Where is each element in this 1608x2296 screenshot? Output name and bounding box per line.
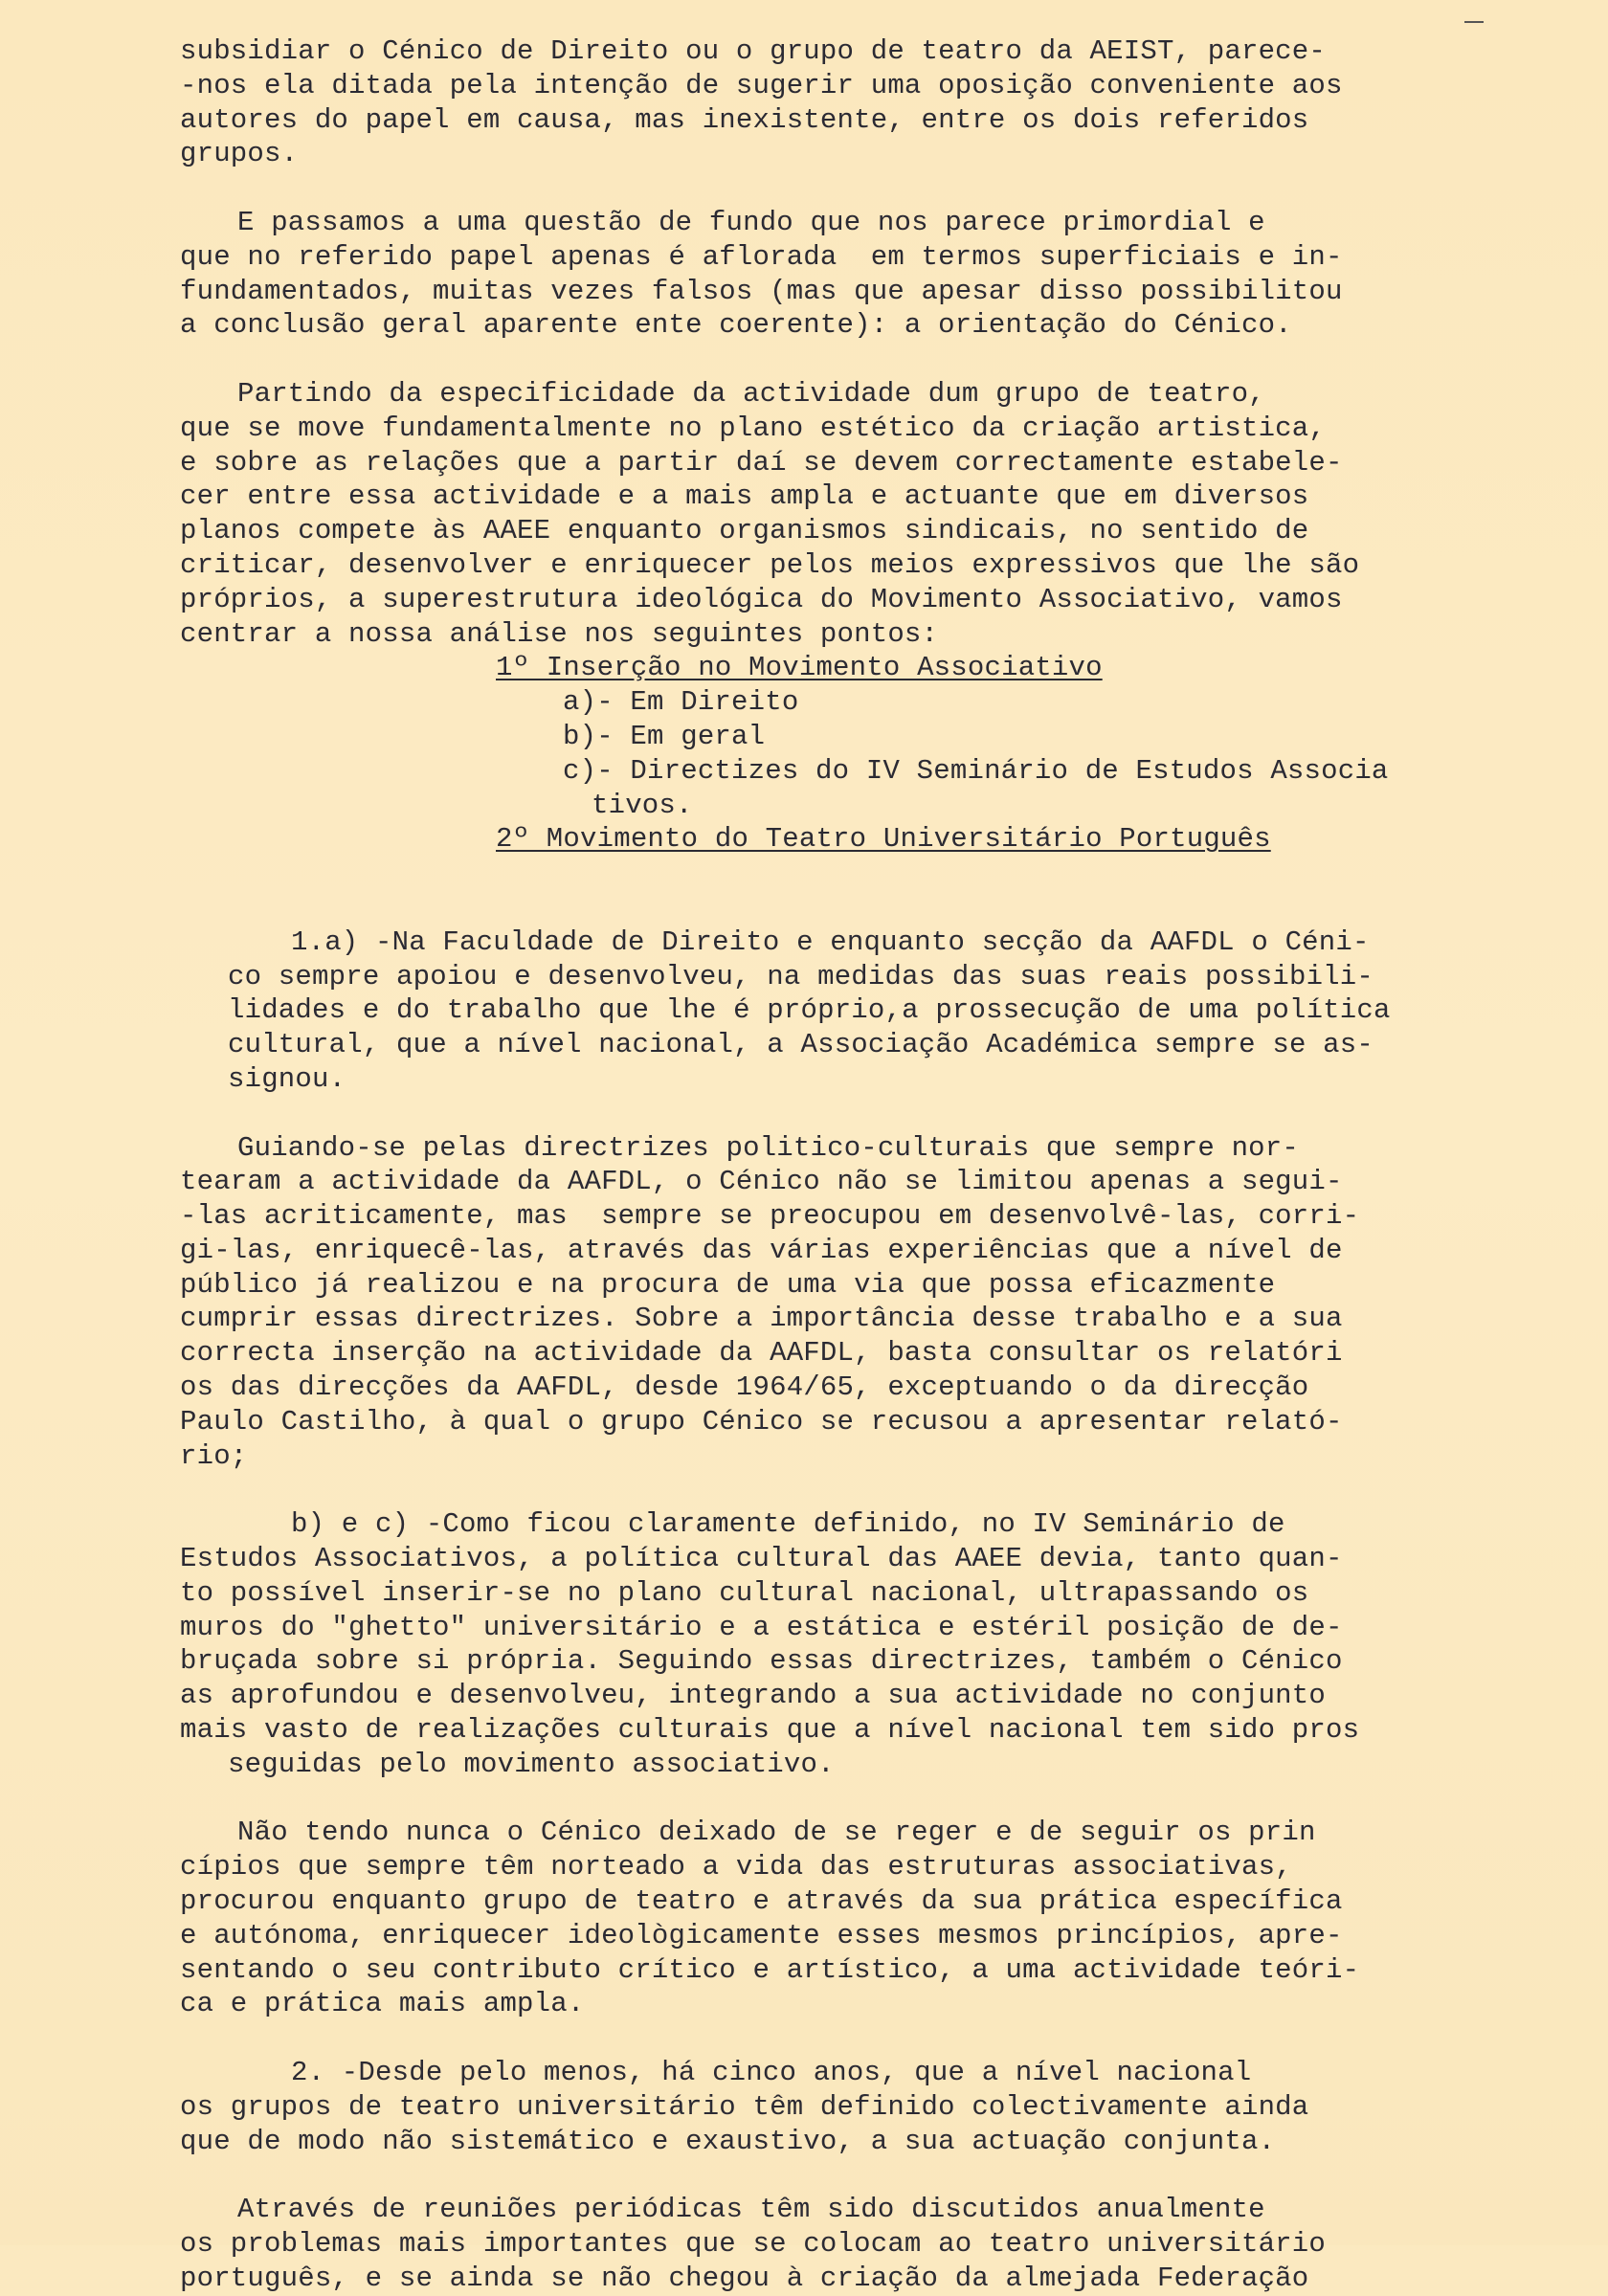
text-line: cer entre essa actividade e a mais ampla e actuante que em diversos	[180, 480, 1309, 513]
text-line: Guiando-se pelas directrizes politico-culturais que sempre nor-	[237, 1131, 1299, 1164]
text-line: 2. -Desde pelo menos, há cinco anos, que a nível nacional	[291, 2057, 1252, 2089]
text-line: gi-las, enriquecê-las, através das várias experiências que a nível de	[180, 1234, 1343, 1266]
text-line: to possível inserir-se no plano cultural nacional, ultrapassando os	[180, 1576, 1309, 1609]
text-line: cípios que sempre têm norteado a vida das estruturas associativas,	[180, 1851, 1292, 1884]
text-line: E passamos a uma questão de fundo que nos parece primordial e	[237, 206, 1265, 238]
text-line: português, e se ainda se não chegou à criação da almejada Federação	[180, 2262, 1309, 2294]
outline-item-c-cont: tivos.	[592, 789, 693, 821]
text-line: os problemas mais importantes que se colocam ao teatro universitário	[180, 2228, 1326, 2260]
text-line: que de modo não sistemático e exaustivo, a sua actuação conjunta.	[180, 2125, 1276, 2157]
text-line: os grupos de teatro universitário têm definido colectivamente ainda	[180, 2090, 1309, 2123]
text-line: as aprofundou e desenvolveu, integrando a sua actividade no conjunto	[180, 1680, 1326, 1712]
text-line: que no referido papel apenas é aflorada em termos superficiais e in-	[180, 240, 1343, 273]
text-line: muros do "ghetto" universitário e a estática e estéril posição de de-	[180, 1611, 1343, 1643]
text-line: -nos ela ditada pela intenção de sugerir uma oposição conveniente aos	[180, 69, 1343, 101]
text-line: Estudos Associativos, a política cultural das AAEE devia, tanto quan-	[180, 1543, 1343, 1575]
text-line: b) e c) -Como ficou claramente definido, no IV Seminário de	[291, 1508, 1285, 1541]
text-line: procurou enquanto grupo de teatro e através da sua prática específica	[180, 1885, 1343, 1918]
text-line: a conclusão geral aparente ente coerente): a orientação do Cénico.	[180, 309, 1292, 342]
text-line: co sempre apoiou e desenvolveu, na medidas das suas reais possibili-	[228, 960, 1374, 992]
outline-item-a: a)- Em Direito	[563, 686, 799, 719]
text-line: Não tendo nunca o Cénico deixado de se reger e de seguir os prin	[237, 1817, 1316, 1849]
text-line: grupos.	[180, 138, 299, 170]
text-line: mais vasto de realizações culturais que a nível nacional tem sido pros	[180, 1714, 1360, 1747]
text-line: e sobre as relações que a partir daí se devem correctamente estabele-	[180, 446, 1343, 479]
text-line: os das direcções da AAFDL, desde 1964/65, exceptuando o da direcção	[180, 1371, 1309, 1404]
outline-item-c: c)- Directizes do IV Seminário de Estudos Associa	[563, 754, 1389, 787]
document-body	[180, 34, 1539, 2296]
text-line: centrar a nossa análise nos seguintes pontos:	[180, 617, 939, 650]
text-line: subsidiar o Cénico de Direito ou o grupo de teatro da AEIST, parece-	[180, 35, 1326, 67]
text-line: ca e prática mais ampla.	[180, 1988, 585, 2020]
text-line: lidades e do trabalho que lhe é próprio,a prossecução de uma política	[228, 994, 1391, 1027]
text-line: que se move fundamentalmente no plano estético da criação artistica,	[180, 412, 1326, 444]
text-line: planos compete às AAEE enquanto organismos sindicais, no sentido de	[180, 515, 1309, 547]
text-line: cumprir essas directrizes. Sobre a importância desse trabalho e a sua	[180, 1303, 1343, 1335]
text-line: Partindo da especificidade da actividade dum grupo de teatro,	[237, 377, 1265, 410]
text-line: 1.a) -Na Faculdade de Direito e enquanto secção da AAFDL o Céni-	[291, 925, 1370, 958]
text-line: público já realizou e na procura de uma via que possa eficazmente	[180, 1268, 1276, 1301]
text-line: Paulo Castilho, à qual o grupo Cénico se recusou a apresentar relató-	[180, 1405, 1343, 1438]
outline-heading-1: 1º Inserção no Movimento Associativo	[496, 652, 1103, 684]
outline-item-b: b)- Em geral	[563, 720, 766, 752]
text-line: fundamentados, muitas vezes falsos (mas que apesar disso possibilitou	[180, 275, 1343, 307]
text-line: criticar, desenvolver e enriquecer pelos meios expressivos que lhe são	[180, 548, 1360, 581]
text-line: próprios, a superestrutura ideológica do Movimento Associativo, vamos	[180, 583, 1343, 615]
text-line: cultural, que a nível nacional, a Associação Académica sempre se as-	[228, 1029, 1374, 1061]
text-line: Através de reuniões periódicas têm sido discutidos anualmente	[237, 2194, 1265, 2226]
text-line: autores do papel em causa, mas inexistente, entre os dois referidos	[180, 103, 1309, 136]
text-line: seguidas pelo movimento associativo.	[228, 1748, 835, 1780]
text-line: sentando o seu contributo crítico e artístico, a uma actividade teóri-	[180, 1953, 1360, 1986]
text-line: -las acriticamente, mas sempre se preocupou em desenvolvê-las, corri-	[180, 1200, 1360, 1233]
text-line: rio;	[180, 1439, 248, 1472]
text-line: signou.	[228, 1062, 346, 1095]
page-mark	[1464, 21, 1484, 23]
text-line: tearam a actividade da AAFDL, o Cénico não se limitou apenas a segui-	[180, 1166, 1343, 1198]
outline-heading-2: 2º Movimento do Teatro Universitário Português	[496, 823, 1271, 856]
text-line: e autónoma, enriquecer ideològicamente esses mesmos princípios, apre-	[180, 1919, 1343, 1951]
text-line: bruçada sobre si própria. Seguindo essas directrizes, também o Cénico	[180, 1645, 1343, 1678]
text-line: correcta inserção na actividade da AAFDL, basta consultar os relatóri	[180, 1337, 1343, 1370]
